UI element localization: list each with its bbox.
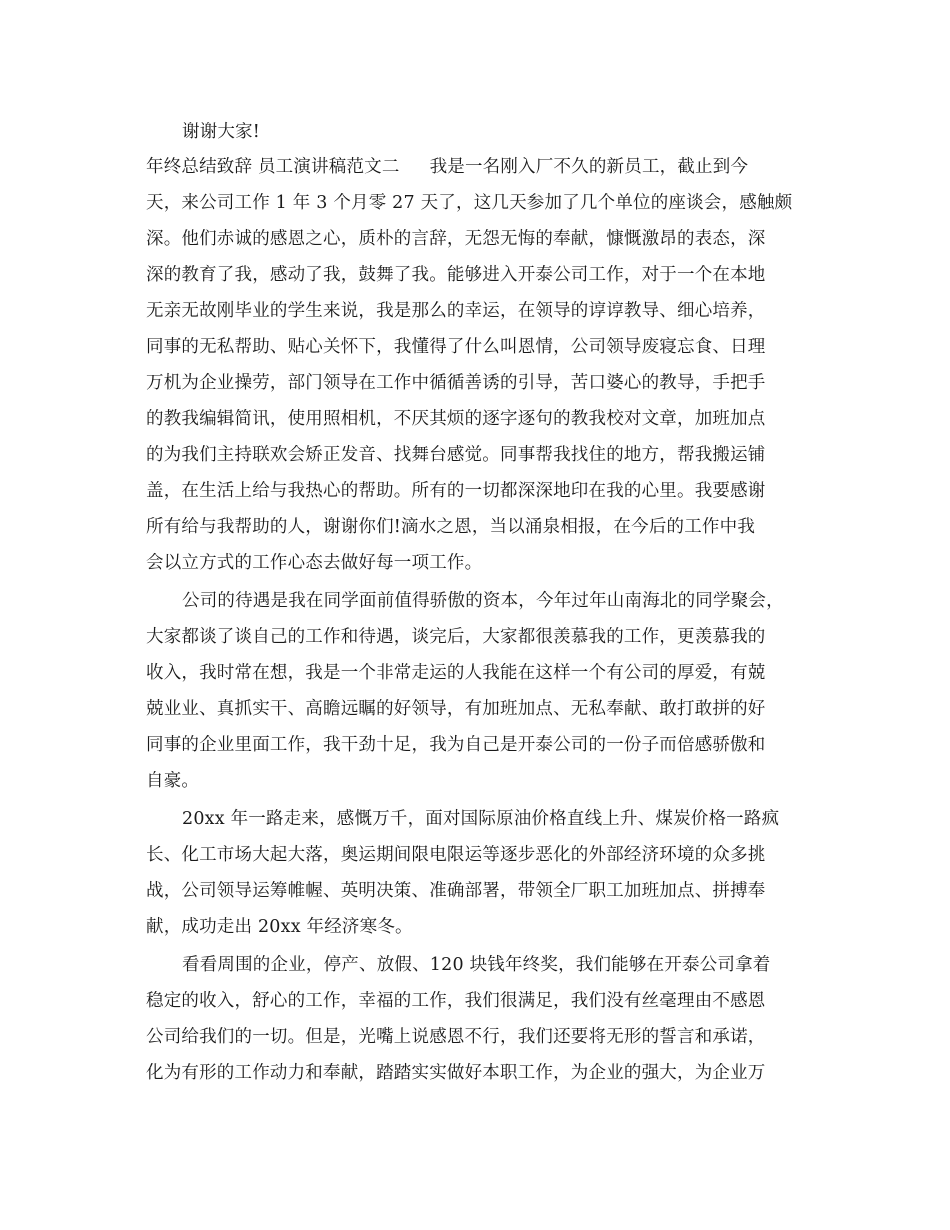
text-line: 的为我们主持联欢会矫正发音、找舞台感觉。同事帮我找住的地方，帮我搬运铺: [146, 445, 766, 465]
text-line: 深。他们赤诚的感恩之心，质朴的言辞，无怨无悔的奉献，慷慨激昂的表态，深: [146, 229, 766, 249]
text-line: 长、化工市场大起大落，奥运期间限电限运等逐步恶化的外部经济环境的众多挑: [146, 845, 766, 865]
text-line: 战，公司领导运筹帷幄、英明决策、准确部署，带领全厂职工加班加点、拼搏奉: [146, 881, 766, 901]
section-title: 年终总结致辞 员工演讲稿范文二: [146, 157, 400, 177]
text-line: 天，来公司工作 1 年 3 个月零 27 天了，这几天参加了几个单位的座谈会，感触颇: [146, 193, 793, 213]
text-line: 谢谢大家!: [182, 122, 261, 142]
text-line: 看看周围的企业，停产、放假、120 块钱年终奖，我们能够在开泰公司拿着: [182, 955, 771, 975]
text-line: 同事的无私帮助、贴心关怀下，我懂得了什么叫恩情，公司领导废寝忘食、日理: [146, 337, 766, 357]
text-line: 公司给我们的一切。但是，光嘴上说感恩不行，我们还要将无形的誓言和承诺，: [146, 1027, 766, 1047]
text-line: 会以立方式的工作心态去做好每一项工作。: [146, 553, 483, 573]
text-line-title: [146, 152, 748, 182]
text-line: 稳定的收入，舒心的工作，幸福的工作，我们很满足，我们没有丝毫理由不感恩: [146, 991, 766, 1011]
text-line: 化为有形的工作动力和奉献，踏踏实实做好本职工作，为企业的强大，为企业万: [146, 1063, 766, 1083]
text-line: 无亲无故刚毕业的学生来说，我是那么的幸运，在领导的谆谆教导、细心培养，: [146, 301, 766, 321]
text-line: 收入，我时常在想，我是一个非常走运的人我能在这样一个有公司的厚爱，有兢: [146, 663, 766, 683]
paragraph-start: 我是一名刚入厂不久的新员工，截止到今: [429, 157, 749, 177]
text-line: 所有给与我帮助的人，谢谢你们!滴水之恩，当以涌泉相报，在今后的工作中我: [146, 517, 756, 537]
text-line: 自豪。: [146, 771, 200, 791]
text-line: 万机为企业操劳，部门领导在工作中循循善诱的引导，苦口婆心的教导，手把手: [146, 373, 766, 393]
text-line: 的教我编辑简讯，使用照相机，不厌其烦的逐字逐句的教我校对文章，加班加点: [146, 409, 766, 429]
text-line: 盖，在生活上给与我热心的帮助。所有的一切都深深地印在我的心里。我要感谢: [146, 481, 766, 501]
text-line: 大家都谈了谈自己的工作和待遇，谈完后，大家都很羡慕我的工作，更羡慕我的: [146, 627, 766, 647]
text-line: 献，成功走出 20xx 年经济寒冬。: [146, 917, 413, 937]
text-line: 公司的待遇是我在同学面前值得骄傲的资本，今年过年山南海北的同学聚会，: [182, 591, 784, 611]
text-line: 深的教育了我，感动了我，鼓舞了我。能够进入开泰公司工作，对于一个在本地: [146, 265, 766, 285]
text-line: 同事的企业里面工作，我干劲十足，我为自己是开泰公司的一份子而倍感骄傲和: [146, 735, 766, 755]
text-line: 兢业业、真抓实干、高瞻远瞩的好领导，有加班加点、无私奉献、敢打敢拼的好: [146, 699, 766, 719]
text-line: 20xx 年一路走来，感慨万千，面对国际原油价格直线上升、煤炭价格一路疯: [182, 809, 780, 829]
